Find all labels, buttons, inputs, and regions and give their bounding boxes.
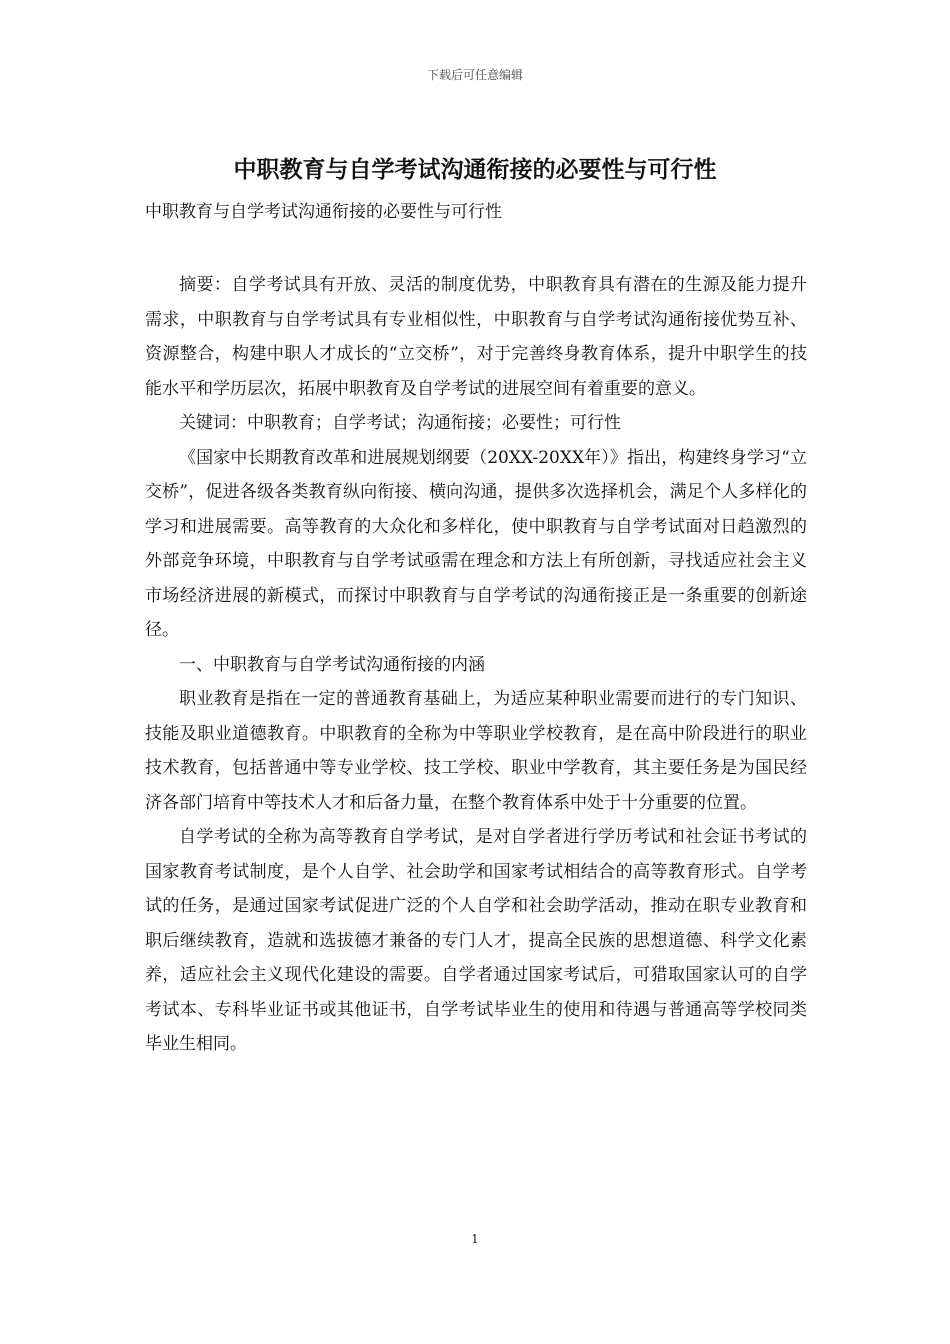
- body-paragraph: 职业教育是指在一定的普通教育基础上，为适应某种职业需要而进行的专门知识、技能及职业道德教育。中职教育的全称为中等职业学校教育，是在高中阶段进行的职业技术教育，包括普通中等专业学校、技工学校、职业中学教育，其主要任务是为国民经济各部门培育中等技术人才和后备力量，在整个教育体系中处于十分重要的位置。: [145, 689, 807, 813]
- document-title: 中职教育与自学考试沟通衔接的必要性与可行性: [233, 156, 717, 183]
- page-number: 1: [471, 1232, 479, 1246]
- page-header-note: 下载后可任意编辑: [426, 68, 523, 82]
- document-body: [145, 268, 807, 1062]
- document-subtitle: 中职教育与自学考试沟通衔接的必要性与可行性: [145, 202, 502, 222]
- intro-paragraph: 《国家中长期教育改革和进展规划纲要（20XX-20XX年）》指出，构建终身学习“立交桥”，促进各级各类教育纵向衔接、横向沟通，提供多次选择机会，满足个人多样化的学习和进展需要。高等教育的大众化和多样化，使中职教育与自学考试面对日趋激烈的外部竞争环境，中职教育与自学考试亟需在理念和方法上有所创新，寻找适应社会主义市场经济进展的新模式，而探讨中职教育与自学考试的沟通衔接正是一条重要的创新途径。: [145, 447, 807, 640]
- abstract-paragraph: 摘要：自学考试具有开放、灵活的制度优势，中职教育具有潜在的生源及能力提升需求，中职教育与自学考试具有专业相似性，中职教育与自学考试沟通衔接优势互补、资源整合，构建中职人才成长的“立交桥”，对于完善终身教育体系，提升中职学生的技能水平和学历层次，拓展中职教育及自学考试的进展空间有着重要的意义。: [145, 275, 807, 399]
- body-paragraph: 自学考试的全称为高等教育自学考试，是对自学者进行学历考试和社会证书考试的国家教育考试制度，是个人自学、社会助学和国家考试相结合的高等教育形式。自学考试的任务，是通过国家考试促进广泛的个人自学和社会助学活动，推动在职专业教育和职后继续教育，造就和选拔德才兼备的专门人才，提高全民族的思想道德、科学文化素养，适应社会主义现代化建设的需要。自学者通过国家考试后，可猎取国家认可的自学考试本、专科毕业证书或其他证书，自学考试毕业生的使用和待遇与普通高等学校同类毕业生相同。: [145, 827, 807, 1054]
- section-heading: 一、中职教育与自学考试沟通衔接的内涵: [179, 654, 485, 675]
- keywords-paragraph: 关键词：中职教育；自学考试；沟通衔接；必要性；可行性: [179, 413, 621, 433]
